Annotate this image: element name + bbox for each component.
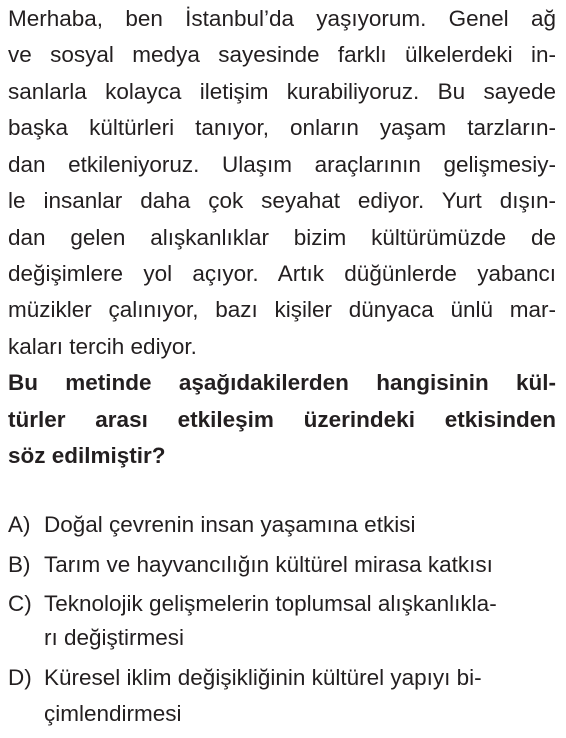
- option-text: Küresel iklim değişikliğinin kültürel yapıyı bi-: [44, 665, 482, 690]
- option-letter: D): [8, 665, 32, 690]
- option-c-continuation: rı değiştirmesi: [44, 625, 185, 650]
- option-text: Tarım ve hayvancılığın kültürel mirasa katkısı: [44, 552, 493, 577]
- option-letter: C): [8, 591, 32, 616]
- passage-line: ve sosyal medya sayesinde farklı ülkelerdeki in-: [8, 42, 556, 67]
- option-b[interactable]: [8, 552, 493, 578]
- passage-line: dan etkileniyoruz. Ulaşım araçlarının gelişmesiy-: [8, 152, 556, 177]
- question-line: söz edilmiştir?: [8, 443, 166, 468]
- option-d[interactable]: [8, 665, 482, 691]
- passage-line: müzikler çalınıyor, bazı kişiler dünyaca ünlü mar-: [8, 297, 556, 322]
- option-text: Teknolojik gelişmelerin toplumsal alışkanlıkla-: [44, 591, 497, 616]
- passage-line: le insanlar daha çok seyahat ediyor. Yurt dışın-: [8, 188, 556, 213]
- passage-line: başka kültürleri tanıyor, onların yaşam tarzların-: [8, 115, 556, 140]
- option-a[interactable]: [8, 512, 415, 538]
- passage-line: kaları tercih ediyor.: [8, 334, 197, 359]
- passage-line: değişimlere yol açıyor. Artık düğünlerde yabancı: [8, 261, 556, 286]
- question-line: Bu metinde aşağıdakilerden hangisinin kül-: [8, 370, 556, 395]
- option-letter: B): [8, 552, 31, 577]
- option-d-continuation: çimlendirmesi: [44, 701, 182, 726]
- option-text: Doğal çevrenin insan yaşamına etkisi: [44, 512, 416, 537]
- option-c[interactable]: [8, 591, 497, 617]
- option-letter: A): [8, 512, 31, 537]
- passage-line: sanlarla kolayca iletişim kurabiliyoruz. Bu sayede: [8, 79, 556, 104]
- question-line: türler arası etkileşim üzerindeki etkisinden: [8, 407, 556, 432]
- passage-line: dan gelen alışkanlıklar bizim kültürümüzde de: [8, 225, 556, 250]
- passage-line: Merhaba, ben İstanbul’da yaşıyorum. Genel ağ: [8, 6, 556, 31]
